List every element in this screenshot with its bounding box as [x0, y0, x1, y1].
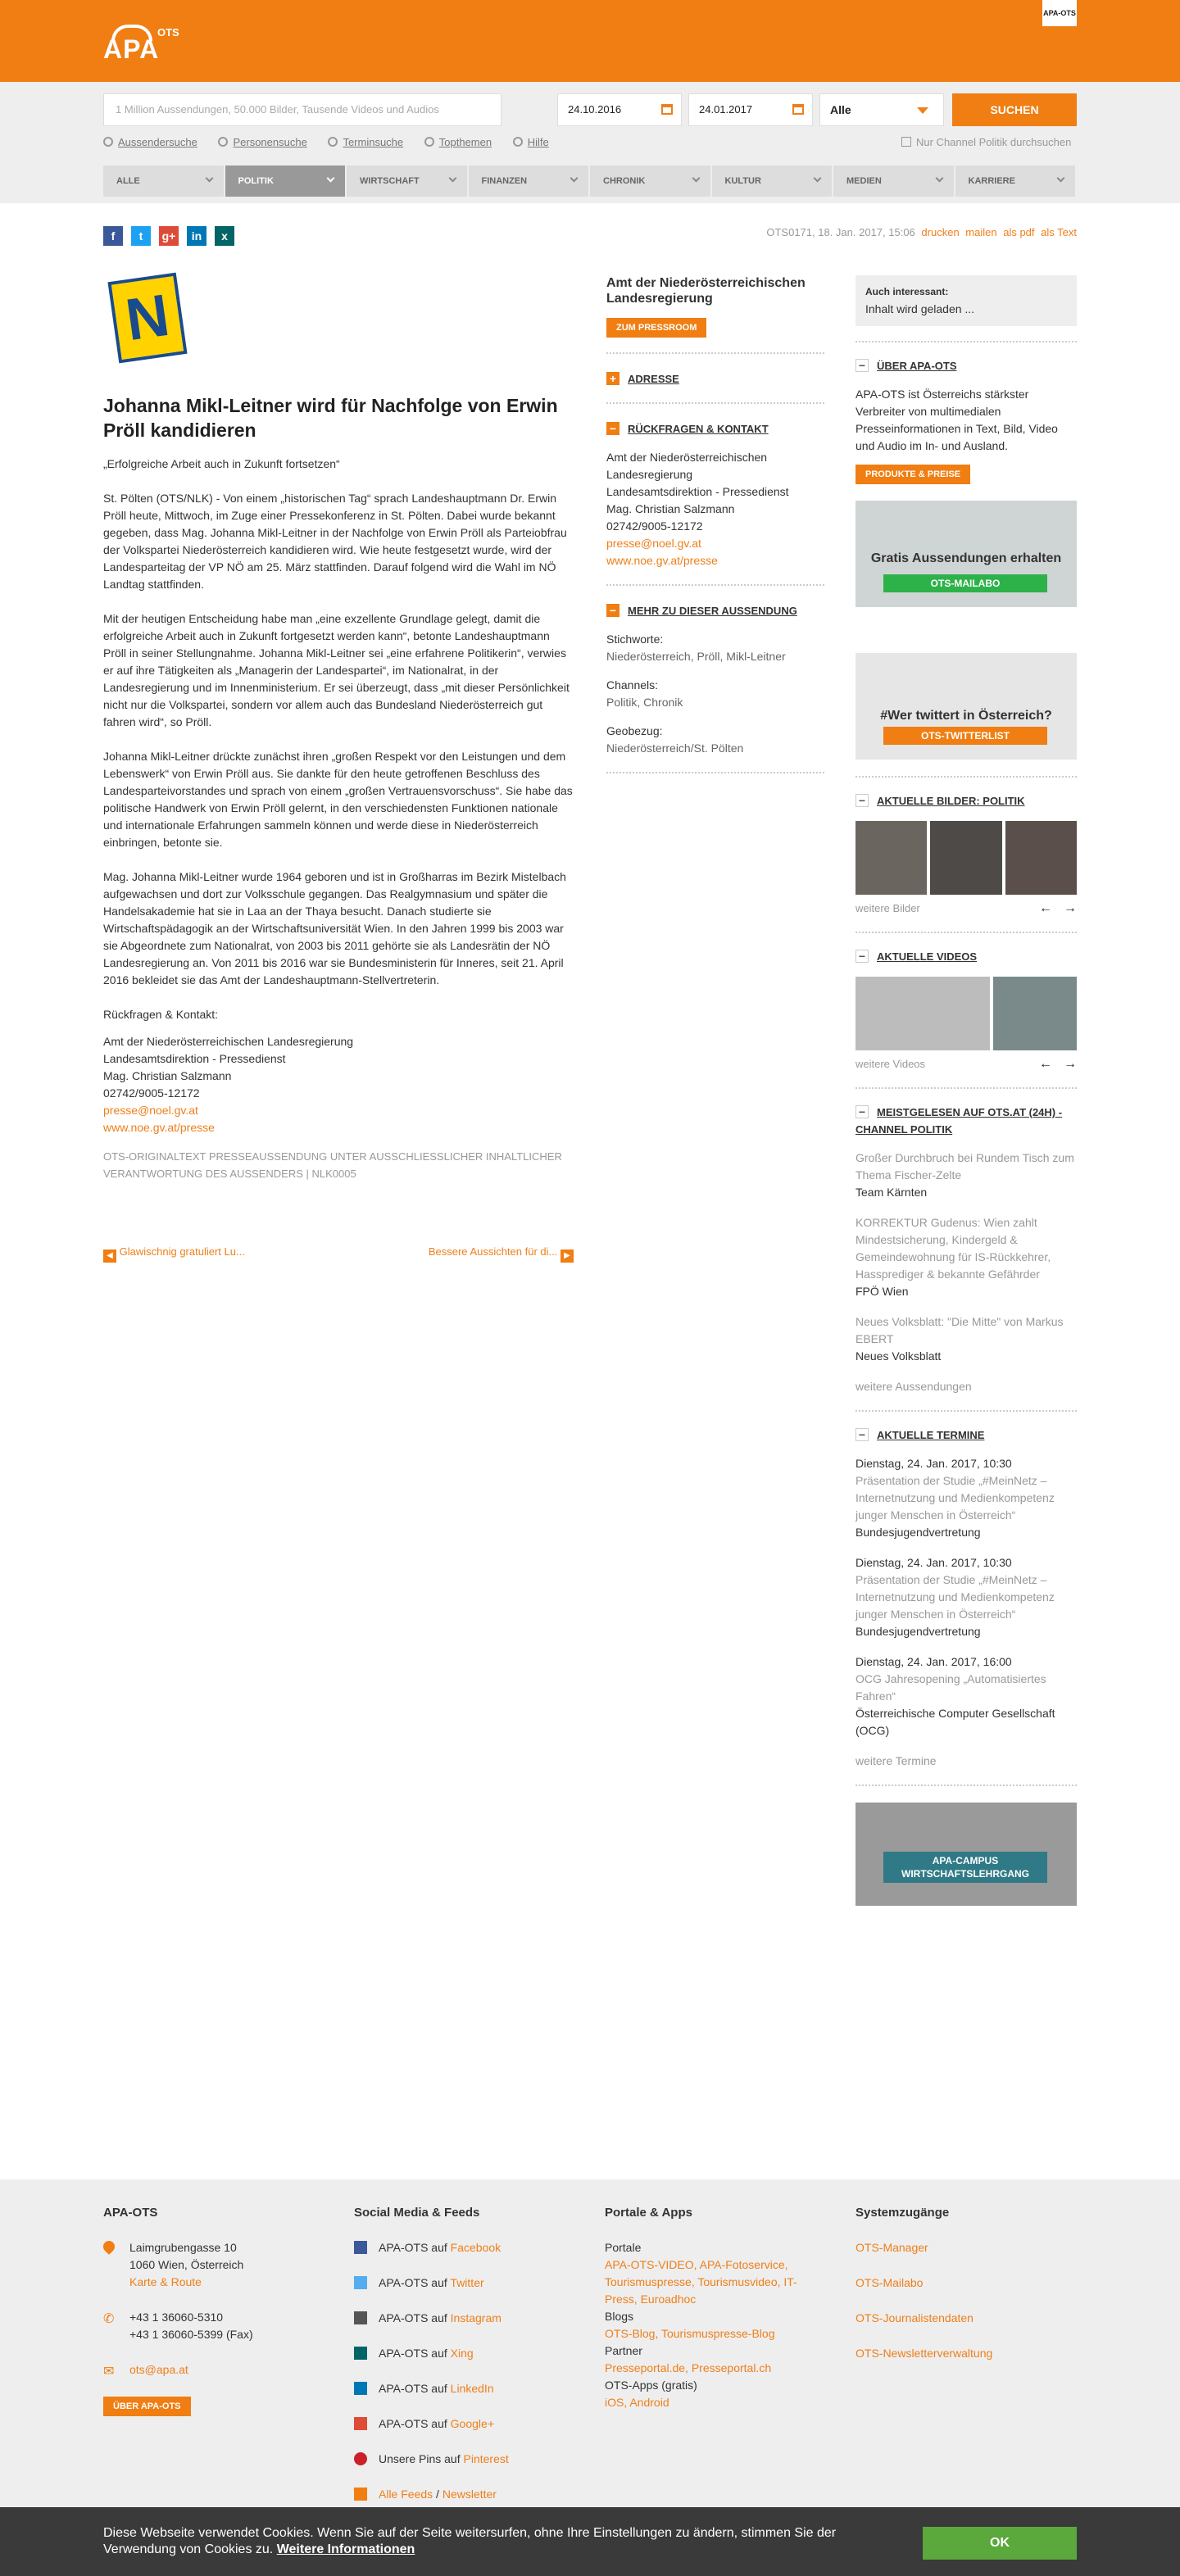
pdf-link[interactable]: als pdf — [1003, 226, 1035, 238]
contact-line: Landesamtsdirektion - Pressedienst — [606, 485, 789, 498]
channel-checkbox-label: Nur Channel Politik durchsuchen — [916, 136, 1072, 148]
more-videos-link[interactable]: weitere Videos — [856, 1058, 926, 1070]
nav-wirtschaft[interactable] — [347, 166, 469, 197]
google-plus-icon — [354, 2417, 367, 2430]
minus-icon: − — [606, 604, 620, 617]
article-title: Johanna Mikl-Leitner wird für Nachfolge von Erwin Pröll kandidieren — [103, 395, 558, 441]
xing-icon — [354, 2347, 367, 2360]
divider — [606, 584, 824, 586]
fax-number: +43 1 36060-5399 (Fax) — [129, 2328, 253, 2341]
social-prefix: APA-OTS auf — [379, 2417, 447, 2430]
geo-label: Geobezug: — [606, 724, 663, 737]
partner-label: Partner — [605, 2344, 642, 2357]
prev-label: Glawischnig gratuliert Lu... — [119, 1245, 245, 1258]
meist-sender: FPÖ Wien — [856, 1285, 909, 1298]
mailabo-button[interactable]: OTS-MAILABO — [883, 574, 1047, 592]
list-item — [856, 1214, 1077, 1300]
chevron-down-icon — [448, 175, 456, 183]
social-link[interactable]: Twitter — [450, 2276, 484, 2289]
contact-line: Amt der Niederösterreichischen Landesregierung — [103, 1035, 354, 1048]
date-from-value: 24.10.2016 — [568, 103, 622, 116]
linkedin-icon — [354, 2382, 367, 2395]
twitter-banner[interactable] — [856, 653, 1077, 760]
link-hilfe[interactable] — [513, 136, 549, 148]
link-aussendersuche[interactable] — [103, 136, 197, 148]
meist-link[interactable]: KORREKTUR Gudenus: Wien zahlt Mindestsicherung, Kindergeld & Gemeindewohnung für IS-Rückkehrer, Hassprediger & bekannte Gefährder — [856, 1216, 1051, 1281]
meist-toggle[interactable] — [856, 1104, 1077, 1138]
termin-date: Dienstag, 24. Jan. 2017, 16:00 — [856, 1655, 1012, 1668]
social-link[interactable]: Google+ — [450, 2417, 494, 2430]
divider — [606, 352, 824, 354]
termin-date: Dienstag, 24. Jan. 2017, 10:30 — [856, 1556, 1012, 1569]
minus-icon: − — [606, 422, 620, 435]
link-personensuche[interactable] — [218, 136, 306, 148]
minus-icon: − — [856, 1428, 869, 1441]
article-body — [103, 456, 574, 1182]
checkbox-box[interactable] — [901, 137, 911, 147]
mailabo-caption: Gratis Aussendungen erhalten — [870, 551, 1062, 565]
videos-toggle[interactable] — [856, 948, 1077, 965]
contact-head: Rückfragen & Kontakt: — [103, 1008, 219, 1021]
about-toggle[interactable] — [856, 357, 1077, 374]
next-label: Bessere Aussichten für di... — [428, 1245, 558, 1258]
arrow-left-icon[interactable]: ← — [1039, 1057, 1052, 1071]
nav-label: WIRTSCHAFT — [360, 176, 420, 186]
interest-head: Auch interessant: — [865, 286, 949, 297]
divider — [856, 1785, 1077, 1786]
user-icon — [103, 137, 113, 147]
chevron-down-icon — [917, 107, 928, 114]
xing-icon[interactable]: x — [215, 226, 234, 246]
social-link[interactable]: Facebook — [450, 2241, 502, 2254]
portale-label: Portale — [605, 2241, 642, 2254]
section-label: ADRESSE — [628, 373, 679, 385]
more-toggle[interactable] — [606, 602, 824, 619]
contact-line: Mag. Christian Salzmann — [103, 1069, 232, 1082]
keyword-link[interactable]: Mikl-Leitner — [726, 650, 786, 663]
link-label: Personensuche — [233, 136, 307, 148]
chevron-down-icon — [692, 175, 700, 183]
nav-label: ALLE — [116, 176, 140, 186]
link-terminsuche[interactable] — [328, 136, 403, 148]
list-item — [856, 1455, 1077, 1541]
apa-corner-logo[interactable]: APA-OTS — [1042, 0, 1077, 26]
date-from-field[interactable] — [557, 93, 682, 126]
article-meta — [606, 226, 1077, 238]
social-prefix: APA-OTS auf — [379, 2347, 447, 2360]
video-thumbnails[interactable] — [856, 977, 1077, 1050]
route-link[interactable]: Karte & Route — [129, 2275, 202, 2288]
right-sidebar — [856, 275, 1077, 1922]
image-thumbnails[interactable] — [856, 821, 1077, 895]
arrow-right-icon: ▶ — [560, 1249, 574, 1263]
twitter-icon — [354, 2276, 367, 2289]
thumbnail[interactable] — [993, 977, 1077, 1050]
site-header — [0, 0, 1180, 82]
article-paragraph: Mag. Johanna Mikl-Leitner wurde 1964 geboren und ist in Großharras im Bezirk Mistelbach aufgewachsen und dort zur Volksschule gegangen. Das Realgymnasium und später die Handelsakademie hat sie in Laa an der Thaya besucht. Danach studierte sie Wirtschaftspädagogik an der Wirtschaftsuniversität Wien. In den Jahren 1999 bis 2003 war sie Abgeordnete zum Nationalrat, von 2003 bis 2011 gehörte sie als Landesrätin der NÖ Landesregierung an. Von 2011 bis 2016 war sie Bundesministerin für Inneres, seit 21. April 2016 bekleidet sie das Amt der Landeshauptmann-Stellvertreterin. — [103, 870, 566, 986]
keyword-link[interactable]: Pröll — [697, 650, 720, 663]
mailabo-banner[interactable] — [856, 501, 1077, 607]
divider — [606, 772, 824, 773]
next-article-link[interactable] — [429, 1245, 574, 1263]
mail-link[interactable]: mailen — [965, 226, 997, 238]
instagram-icon — [354, 2311, 367, 2324]
termin-org: Österreichische Computer Gesellschaft (OCG) — [856, 1707, 1055, 1737]
facebook-icon[interactable]: f — [103, 226, 123, 246]
plus-icon: + — [606, 372, 620, 385]
link-label: Hilfe — [527, 136, 549, 148]
search-sublinks — [103, 136, 567, 152]
cookie-info-link[interactable]: Weitere Informationen — [276, 2542, 415, 2556]
chevron-down-icon — [205, 175, 213, 183]
thumbnail[interactable] — [856, 821, 927, 895]
social-link[interactable]: LinkedIn — [450, 2382, 494, 2395]
contact-line: Amt der Niederösterreichischen Landesregierung — [606, 451, 768, 481]
article-paragraph: St. Pölten (OTS/NLK) - Von einem „historischen Tag“ sprach Landeshauptmann Dr. Erwin Pröll heute, Mittwoch, im Zuge einer Pressekonferenz in St. Pölten. Dabei wurde bekannt gegeben, dass Mag. Johanna Mikl-Leitner in der Nachfolge von Erwin Pröll als Parteiobfrau der Volkspartei Niederösterreich kandidieren wird. Wie heute festgesetzt wurde, wird der Landesparteitag der VP NÖ am 25. März stattfinden. Darauf folgend wird die Wahl im NÖ Landtag stattfinden. — [103, 492, 567, 591]
social-link[interactable]: Xing — [450, 2347, 474, 2360]
footer-col-system — [856, 2204, 1077, 2380]
footer-heading: Systemzugänge — [856, 2206, 950, 2220]
channels-label: Channels: — [606, 678, 659, 692]
termin-date: Dienstag, 24. Jan. 2017, 10:30 — [856, 1457, 1012, 1470]
facebook-icon — [354, 2241, 367, 2254]
nav-finanzen[interactable] — [469, 166, 591, 197]
thumbnail[interactable] — [856, 977, 990, 1050]
rss-icon — [354, 2488, 367, 2501]
termin-link[interactable]: Präsentation der Studie „#MeinNetz – Internetnutzung und Medienkompetenz junger Menschen in Österreich“ — [856, 1474, 1055, 1522]
contact-line: Landesamtsdirektion - Pressedienst — [103, 1052, 286, 1065]
share-bar — [103, 226, 234, 246]
campus-button[interactable]: APA-CAMPUS WIRTSCHAFTSLEHRGANG — [883, 1852, 1047, 1883]
keyword-link[interactable]: Niederösterreich — [606, 650, 691, 663]
phone-icon: ✆ — [103, 2312, 115, 2326]
social-link[interactable]: Instagram — [450, 2311, 502, 2324]
minus-icon: − — [856, 950, 869, 963]
ots-fineprint: OTS-ORIGINALTEXT PRESSEAUSSENDUNG UNTER AUSSCHLIESSLICHER INHALTLICHER VERANTWORTUNG DES AUSSENDERS | NLK0005 — [103, 1150, 562, 1180]
bilder-toggle[interactable] — [856, 792, 1077, 810]
system-link[interactable]: OTS-Journalistendaten — [856, 2311, 974, 2324]
noe-logo: N — [107, 273, 187, 364]
blogs-links[interactable]: OTS-Blog, Tourismuspresse-Blog — [605, 2327, 775, 2340]
products-button[interactable]: PRODUKTE & PREISE — [856, 465, 970, 484]
divider — [856, 776, 1077, 778]
list-item — [856, 1313, 1077, 1365]
contact-email-link[interactable]: presse@noel.gv.at — [103, 1104, 198, 1117]
footer-col-portale — [605, 2204, 826, 2411]
divider — [856, 1087, 1077, 1089]
newsletter-link[interactable]: Newsletter — [442, 2488, 497, 2501]
search-input[interactable]: 1 Million Aussendungen, 50.000 Bilder, Tausende Videos und Audios — [103, 93, 502, 126]
chevron-down-icon — [1057, 175, 1065, 183]
about-text: APA-OTS ist Österreichs stärkster Verbreiter von multimedialen Presseinformationen in Text, Bild, Video und Audio im In- und Ausland. — [856, 388, 1058, 452]
minus-icon: − — [856, 1105, 869, 1118]
calendar-icon[interactable] — [661, 104, 673, 115]
channel-link[interactable]: Chronik — [643, 696, 683, 709]
more-termine-link[interactable]: weitere Termine — [856, 1754, 937, 1767]
termine-toggle[interactable] — [856, 1426, 1077, 1444]
info-icon — [513, 137, 523, 147]
feeds-link[interactable]: Alle Feeds — [379, 2488, 433, 2501]
social-link[interactable]: Pinterest — [463, 2452, 509, 2465]
section-label: AKTUELLE VIDEOS — [877, 950, 978, 963]
nav-politik[interactable] — [225, 166, 347, 197]
section-label: AKTUELLE TERMINE — [877, 1429, 985, 1441]
search-button[interactable]: SUCHEN — [952, 93, 1077, 126]
apps-links[interactable]: iOS, Android — [605, 2396, 669, 2409]
contact-line: 02742/9005-12172 — [103, 1086, 200, 1100]
logo-sup: OTS — [157, 26, 179, 39]
sender-web-link[interactable]: www.noe.gv.at/presse — [606, 554, 718, 567]
prev-article-link[interactable] — [103, 1245, 245, 1263]
meist-sender: Team Kärnten — [856, 1186, 928, 1199]
link-label: Terminsuche — [343, 136, 404, 148]
divider — [856, 341, 1077, 342]
system-link[interactable]: OTS-Newsletterverwaltung — [856, 2347, 993, 2360]
chevron-down-icon — [570, 175, 579, 183]
nav-medien[interactable] — [833, 166, 955, 197]
contact-web-link[interactable]: www.noe.gv.at/presse — [103, 1121, 215, 1134]
sender-column: Amt der Niederösterreichischen Landesregierung ZUM PRESSROOM + ADRESSE − RÜCKFRAGEN & KONTAKT Amt der Niederösterreichischen Landesregierung Landesamtsdirektion - Pressedienst Mag. Christian Salzmann 02742/9005-12172 presse@noel.gv.at www.noe.gv.at/presse − MEHR ZU DIESER AUSSENDUNG Stichworte: Niederösterreich, Pröll, Mikl-Leitner Channels: Politik, Chronik Geobezug: Niederösterreich/St. Pölten — [606, 275, 824, 788]
nav-kultur[interactable] — [712, 166, 834, 197]
calendar-icon[interactable] — [792, 104, 804, 115]
footer-heading: Social Media & Feeds — [354, 2206, 480, 2220]
list-item — [856, 1554, 1077, 1640]
pressroom-button[interactable]: ZUM PRESSROOM — [606, 318, 706, 338]
nav-label: CHRONIK — [603, 176, 646, 186]
divider — [856, 932, 1077, 933]
cookie-text: Diese Webseite verwendet Cookies. Wenn Sie auf der Seite weitersurfen, ohne Ihre Einstellungen zu ändern, stimmen Sie der Verwendung von Cookies zu. — [103, 2526, 837, 2556]
system-link[interactable]: OTS-Mailabo — [856, 2276, 924, 2289]
compass-icon — [424, 137, 434, 147]
footer-col-apa — [103, 2204, 324, 2416]
footer-about-button[interactable]: ÜBER APA-OTS — [103, 2397, 191, 2416]
link-label: Aussendersuche — [118, 136, 197, 148]
address-line: 1060 Wien, Österreich — [129, 2258, 244, 2271]
twitter-caption: #Wer twittert in Österreich? — [880, 709, 1052, 723]
more-releases-link[interactable]: weitere Aussendungen — [856, 1380, 972, 1393]
section-label: MEISTGELESEN AUF OTS.AT (24H) - CHANNEL POLITIK — [856, 1106, 1063, 1136]
footer-heading: APA-OTS — [103, 2206, 158, 2220]
location-pin-icon — [101, 2238, 117, 2255]
search-area — [0, 82, 1180, 203]
adresse-toggle[interactable] — [606, 370, 824, 388]
contact-line: Mag. Christian Salzmann — [606, 502, 735, 515]
type-select[interactable] — [819, 93, 944, 126]
cookie-ok-button[interactable]: OK — [923, 2527, 1077, 2560]
blogs-label: Blogs — [605, 2310, 634, 2323]
interest-box — [856, 275, 1077, 326]
thumbnail[interactable] — [930, 821, 1001, 895]
footer-email-link[interactable]: ots@apa.at — [129, 2363, 188, 2376]
sender-name: Amt der Niederösterreichischen Landesregierung — [606, 276, 806, 306]
google-plus-icon[interactable]: g+ — [159, 226, 179, 246]
text-link[interactable]: als Text — [1041, 226, 1077, 238]
system-link[interactable]: OTS-Manager — [856, 2241, 928, 2254]
section-label: AKTUELLE BILDER: POLITIK — [877, 795, 1025, 807]
article-paragraph: Mit der heutigen Entscheidung habe man „eine exzellente Grundlage gelegt, damit die erfolgreiche Arbeit auch in Zukunft fortgesetzt werden kann“, betonte Landeshauptmann Pröll in seiner Stellungnahme. Johanna Mikl-Leitner sei „eine erfahrene Politikerin“, verwies er auf ihre Tätigkeiten als „Managerin der Landespartei“, im Nationalrat, in der Landesregierung und im Innenministerium. Er sei überzeugt, dass „mit dieser Persönlichkeit nicht nur die Volkspartei, sondern vor allem auch das Bundesland Niederösterreich gut fahren wird“, so Pröll. — [103, 612, 570, 728]
social-prefix: Unsere Pins auf — [379, 2452, 461, 2465]
thumbnail[interactable] — [1005, 821, 1077, 895]
nav-chronik[interactable] — [590, 166, 712, 197]
minus-icon: − — [856, 794, 869, 807]
channel-checkbox[interactable] — [901, 136, 1071, 148]
apa-ots-logo[interactable] — [103, 25, 179, 64]
termin-org: Bundesjugendvertretung — [856, 1625, 981, 1638]
arrow-left-icon: ◀ — [103, 1249, 116, 1263]
list-item — [856, 1653, 1077, 1739]
link-label: Topthemen — [438, 136, 492, 148]
date-to-field[interactable] — [688, 93, 813, 126]
nav-karriere[interactable] — [955, 166, 1078, 197]
chevron-down-icon — [814, 175, 822, 183]
twitter-icon[interactable]: t — [131, 226, 151, 246]
twitter-button[interactable]: OTS-TWITTERLIST — [883, 727, 1047, 745]
phone-number: +43 1 36060-5310 — [129, 2311, 224, 2324]
social-prefix: APA-OTS auf — [379, 2276, 447, 2289]
nav-label: FINANZEN — [481, 176, 528, 186]
nav-label: MEDIEN — [846, 176, 882, 186]
arrow-right-icon[interactable]: → — [1064, 1057, 1077, 1071]
logo-text: APA — [103, 34, 160, 64]
arrow-right-icon[interactable]: → — [1064, 901, 1077, 915]
social-prefix: APA-OTS auf — [379, 2241, 447, 2254]
portale-links[interactable]: APA-OTS-VIDEO, APA-Fotoservice, Tourismuspresse, Tourismusvideo, IT-Press, Euroadhoc — [605, 2258, 797, 2306]
article-subtitle: „Erfolgreiche Arbeit auch in Zukunft fortsetzen“ — [103, 457, 340, 470]
social-prefix: APA-OTS auf — [379, 2311, 447, 2324]
contact-line: 02742/9005-12172 — [606, 519, 703, 533]
campus-banner[interactable] — [856, 1803, 1077, 1906]
keywords-label: Stichworte: — [606, 633, 664, 646]
people-icon — [218, 137, 228, 147]
footer-col-social: Social Media & Feeds APA-OTS auf Facebook APA-OTS auf Twitter APA-OTS auf Instagram APA-OTS auf Xing APA-OTS auf LinkedIn APA-OTS auf Google+ Unsere Pins auf Pinterest Alle Feeds / Newsletter — [354, 2204, 575, 2503]
ots-id: OTS0171, 18. Jan. 2017, 15:06 — [766, 226, 915, 238]
mail-icon: ✉ — [103, 2365, 115, 2379]
channel-nav — [103, 166, 1077, 197]
nav-label: POLITIK — [238, 176, 274, 186]
chevron-down-icon — [935, 175, 943, 183]
chevron-down-icon — [327, 175, 335, 183]
section-label: MEHR ZU DIESER AUSSENDUNG — [628, 605, 797, 617]
contact-toggle[interactable] — [606, 420, 824, 438]
divider — [856, 1410, 1077, 1412]
social-prefix: APA-OTS auf — [379, 2382, 447, 2395]
arrow-left-icon[interactable]: ← — [1039, 901, 1052, 915]
minus-icon: − — [856, 359, 869, 372]
nav-label: KULTUR — [724, 176, 761, 186]
pinterest-icon — [354, 2452, 367, 2465]
cookie-banner — [0, 2507, 1180, 2576]
list-item — [856, 1150, 1077, 1201]
footer-heading: Portale & Apps — [605, 2206, 692, 2220]
geo-link[interactable]: St. Pölten — [693, 742, 744, 755]
termin-link[interactable]: OCG Jahresopening „Automatisiertes Fahren“ — [856, 1672, 1046, 1703]
nav-label: KARRIERE — [968, 176, 1015, 186]
print-link[interactable]: drucken — [921, 226, 960, 238]
meist-sender: Neues Volksblatt — [856, 1349, 942, 1363]
prev-next-nav — [103, 1245, 574, 1262]
meist-link[interactable]: Neues Volksblatt: "Die Mitte" von Markus EBERT — [856, 1315, 1064, 1345]
divider — [606, 402, 824, 404]
clock-icon — [328, 137, 338, 147]
type-select-value: Alle — [830, 103, 851, 116]
meist-link[interactable]: Großer Durchbruch bei Rundem Tisch zum Thema Fischer-Zelte — [856, 1151, 1074, 1181]
partner-links[interactable]: Presseportal.de, Presseportal.ch — [605, 2361, 772, 2374]
section-label: ÜBER APA-OTS — [877, 360, 957, 372]
termin-link[interactable]: Präsentation der Studie „#MeinNetz – Internetnutzung und Medienkompetenz junger Menschen in Österreich“ — [856, 1573, 1055, 1621]
article-paragraph: Johanna Mikl-Leitner drückte zunächst ihren „großen Respekt vor den Leistungen und dem Lebenswerk“ von Erwin Pröll aus. Sie dankte für den heute getroffenen Beschluss des Landesparteivorstandes und sprach von einem „großen Vertrauensvorschuss“. Sie habe das politische Handwerk von Erwin Pröll gelernt, in den verschiedensten Funktionen nationale und internationale Erfahrungen sammeln können und werde diese in Niederösterreich einbringen, betonte sie. — [103, 750, 573, 849]
channel-link[interactable]: Politik — [606, 696, 638, 709]
address-line: Laimgrubengasse 10 — [129, 2241, 237, 2254]
interest-text: Inhalt wird geladen ... — [865, 302, 975, 315]
section-label: RÜCKFRAGEN & KONTAKT — [628, 423, 769, 435]
nav-alle[interactable] — [103, 166, 225, 197]
link-topthemen[interactable] — [424, 136, 492, 148]
linkedin-icon[interactable]: in — [187, 226, 206, 246]
sender-email-link[interactable]: presse@noel.gv.at — [606, 537, 701, 550]
termin-org: Bundesjugendvertretung — [856, 1526, 981, 1539]
geo-link[interactable]: Niederösterreich — [606, 742, 691, 755]
date-to-value: 24.01.2017 — [699, 103, 753, 116]
more-images-link[interactable]: weitere Bilder — [856, 902, 920, 914]
apps-label: OTS-Apps (gratis) — [605, 2379, 697, 2392]
